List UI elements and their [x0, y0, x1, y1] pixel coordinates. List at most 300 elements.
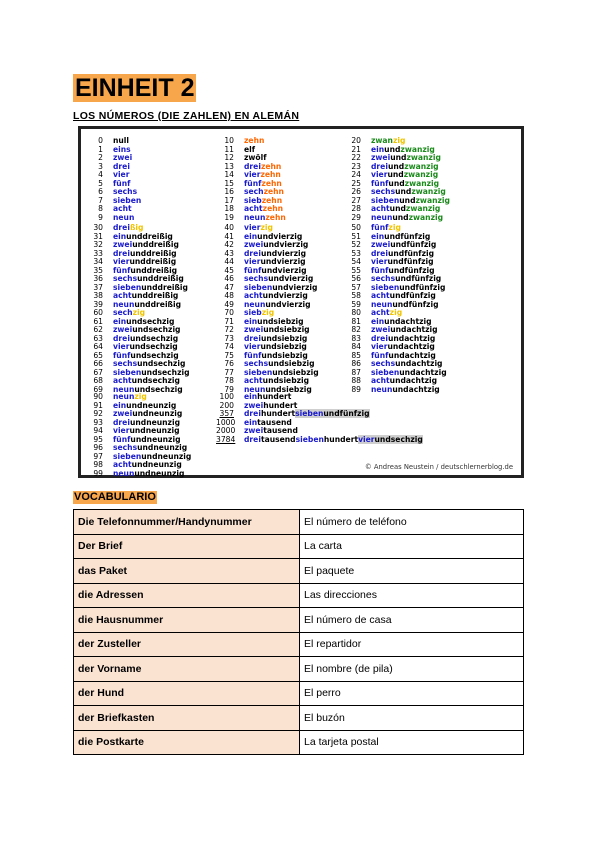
number-word-part: eins	[113, 144, 131, 154]
number-word-part: dreißig	[148, 240, 179, 249]
spanish-translation: El nombre (de pila)	[300, 657, 524, 682]
number-group	[216, 393, 423, 444]
number-word	[113, 213, 134, 222]
number-word-part: siebzig	[281, 384, 312, 394]
number-digits: 65	[93, 350, 103, 360]
number-digits: 56	[351, 274, 361, 283]
number-word-part: und	[260, 248, 278, 258]
number-word-part: sieben	[371, 282, 400, 292]
number-word-part: und	[141, 282, 158, 292]
number-word-part: und	[137, 274, 154, 283]
number-word-part: und	[399, 195, 416, 205]
number-digits: 77	[224, 367, 234, 377]
number-word-part: vier	[113, 257, 130, 266]
number-word-part: sechs	[244, 274, 269, 283]
number-word-part: und	[261, 265, 278, 275]
number-word-part: achtzig	[411, 359, 443, 368]
number-word-part: dreißig	[157, 282, 188, 292]
number-digits: 15	[224, 178, 234, 188]
number-word-part: zehn	[262, 204, 284, 213]
number-word-part: fünfzig	[404, 265, 435, 275]
number-word-part: und	[387, 170, 404, 179]
number-digits: 51	[351, 231, 361, 241]
number-digits: 67	[93, 367, 103, 377]
number-word-part: sieb	[244, 195, 262, 205]
number-digits: 61	[93, 316, 103, 326]
number-word-part: zwei	[113, 240, 133, 249]
number-word-part: vierzig	[276, 257, 306, 266]
number-word-part: zwanzig	[404, 161, 439, 171]
number-word-part: achtzig	[403, 342, 435, 351]
number-word-part: und	[129, 248, 147, 258]
number-digits: 98	[93, 460, 103, 469]
number-digits: 90	[93, 392, 103, 401]
number-word-part: dreißig	[153, 274, 184, 283]
number-word-part: und	[392, 384, 409, 394]
number-word-part: fünf	[371, 178, 389, 188]
number-word-part: hundert	[260, 409, 296, 418]
table-row	[74, 559, 524, 584]
number-word-part: neunzig	[145, 426, 180, 435]
number-digits: 1000	[216, 417, 236, 427]
number-word-part: und	[395, 274, 412, 283]
number-word-part: sechs	[113, 443, 138, 452]
number-word-part: zwei	[244, 400, 264, 410]
number-word-part: zehn	[244, 136, 265, 145]
number-word-part: und	[388, 350, 405, 360]
number-digits: 83	[351, 333, 361, 343]
number-word-part: drei	[244, 248, 261, 258]
number-word-part: achtzig	[404, 350, 436, 360]
number-word-part: fünf	[244, 265, 262, 275]
number-word-part: und	[126, 316, 143, 326]
number-group	[343, 137, 450, 222]
number-word-part: zwölf	[244, 153, 267, 162]
number-word-part: vierzig	[278, 291, 308, 300]
number-word-part: zehn	[260, 161, 282, 171]
number-row	[85, 214, 141, 223]
number-word-part: vier	[358, 434, 375, 444]
number-digits: 36	[93, 274, 103, 283]
number-word-part: und	[272, 367, 289, 377]
number-word-part: sieben	[371, 367, 400, 377]
table-row	[74, 632, 524, 657]
number-word-part: acht	[113, 291, 132, 300]
number-word-part: und	[131, 291, 148, 300]
number-word-part: vier	[113, 342, 130, 351]
number-row	[216, 436, 423, 445]
number-word-part: vierzig	[281, 299, 311, 309]
number-word-part: neunzig	[153, 443, 188, 452]
number-digits: 76	[224, 359, 234, 368]
number-word-part: dreißig	[150, 299, 182, 309]
spanish-translation: El número de teléfono	[300, 510, 524, 535]
number-digits: 33	[93, 248, 103, 258]
number-word-part: neunzig	[150, 468, 185, 478]
number-digits: 40	[224, 223, 234, 232]
number-word-part: ein	[371, 144, 385, 154]
number-word-part: sechs	[371, 359, 396, 368]
number-word-part: vier	[371, 257, 388, 266]
number-digits: 47	[224, 282, 234, 292]
number-digits: 5	[98, 178, 103, 188]
numbers-chart	[78, 126, 524, 478]
number-digits: 200	[219, 400, 234, 410]
number-digits: 32	[93, 240, 103, 249]
number-word	[244, 435, 423, 444]
number-digits: 19	[224, 212, 234, 222]
number-word-part: fünf	[244, 178, 262, 188]
number-digits: 88	[351, 376, 361, 385]
number-word-part: sechs	[113, 187, 138, 196]
number-word-part: und	[260, 257, 277, 266]
number-digits: 20	[351, 136, 361, 145]
number-word-part: und	[268, 359, 285, 368]
number-word-part: sieben	[113, 195, 142, 205]
number-word-part: und	[388, 265, 405, 275]
number-word-part: und	[137, 359, 154, 368]
number-word-part: fünfzig	[400, 231, 431, 241]
number-word-part: vier	[371, 342, 388, 351]
number-word-part: und	[272, 282, 289, 292]
number-word-part: neunzig	[148, 409, 183, 418]
number-word-part: neunzig	[157, 451, 192, 461]
number-word-part: und	[323, 409, 340, 418]
number-digits: 0	[98, 136, 103, 145]
number-word-part: vierzig	[277, 248, 307, 258]
number-word-part: null	[113, 136, 130, 145]
number-digits: 50	[351, 223, 361, 232]
number-word-part: und	[129, 426, 146, 435]
number-digits: 14	[224, 170, 234, 179]
number-word-part: neun	[371, 212, 393, 222]
number-word-part: drei	[371, 161, 388, 171]
number-word-part: fünf	[371, 223, 389, 232]
number-word-part: sechzig	[146, 333, 179, 343]
number-digits: 6	[98, 187, 103, 196]
number-word-part: ein	[371, 316, 385, 326]
german-term: die Adressen	[74, 583, 300, 608]
number-digits: 97	[93, 451, 103, 461]
number-word-part: sechs	[244, 359, 269, 368]
spanish-translation: El perro	[300, 681, 524, 706]
number-word-part: zwanzig	[405, 204, 441, 213]
number-word-part: vier	[113, 426, 130, 435]
number-word-part: ein	[113, 400, 127, 410]
number-word-part: vierzig	[273, 231, 303, 241]
number-word-part: sechs	[113, 274, 138, 283]
number-word-part: fünfzig	[415, 282, 446, 292]
number-word-part: fünf	[113, 178, 131, 188]
number-digits: 9	[98, 212, 103, 222]
number-word-part: achtzig	[408, 384, 440, 394]
number-group	[85, 224, 188, 309]
number-digits: 59	[351, 299, 361, 309]
number-word-part: und	[129, 333, 147, 343]
number-word-part: achtzig	[406, 325, 438, 334]
table-row	[74, 510, 524, 535]
number-word-part: zig	[392, 136, 406, 145]
number-word-part: sechzig	[145, 342, 178, 351]
number-word-part: sechs	[371, 187, 396, 196]
number-word	[244, 213, 286, 222]
number-word-part: sech	[244, 187, 264, 196]
number-word-part: und	[260, 342, 277, 351]
number-digits: 34	[93, 257, 103, 266]
number-digits: 78	[224, 376, 234, 385]
number-digits: 94	[93, 426, 103, 435]
table-row	[74, 534, 524, 559]
number-word-part: vier	[244, 342, 261, 351]
number-word-part: und	[263, 240, 280, 249]
number-digits: 71	[224, 316, 234, 326]
number-word-part: neun	[113, 392, 135, 401]
number-word-part: und	[388, 178, 405, 188]
number-digits: 63	[93, 333, 103, 343]
number-word-part: und	[389, 204, 406, 213]
number-word-part: neunzig	[142, 400, 177, 410]
spanish-translation: El buzón	[300, 706, 524, 731]
number-word-part: sechzig	[153, 359, 186, 368]
number-word-part: und	[387, 161, 405, 171]
number-digits: 86	[351, 359, 361, 368]
number-word-part: achtzig	[415, 367, 447, 377]
number-digits: 18	[224, 204, 234, 213]
number-word-part: zehn	[265, 212, 286, 222]
spanish-translation: Las direcciones	[300, 583, 524, 608]
number-word-part: zig	[261, 308, 275, 317]
number-word-part: und	[384, 144, 401, 154]
number-digits: 70	[224, 308, 234, 317]
number-digits: 3784	[216, 434, 236, 444]
number-word-part: und	[141, 451, 158, 461]
number-word-part: sechzig	[390, 434, 423, 444]
number-word-part: zwanzig	[400, 144, 435, 154]
number-row	[85, 470, 191, 479]
number-word-part: neun	[371, 299, 393, 309]
number-digits: 10	[224, 136, 234, 145]
number-digits: 68	[93, 376, 103, 385]
number-word-part: drei	[244, 434, 261, 444]
number-group	[216, 309, 319, 394]
number-digits: 87	[351, 367, 361, 377]
number-word-part: achtzig	[404, 333, 436, 343]
number-digits: 95	[93, 434, 103, 444]
number-word-part: tausend	[257, 417, 292, 427]
number-word-part: drei	[371, 333, 388, 343]
number-word-part: und	[131, 376, 148, 385]
number-word-part: neunzig	[146, 417, 181, 427]
number-word-part: und	[137, 443, 154, 452]
number-word-part: fünf	[113, 434, 131, 444]
number-word-part: und	[395, 187, 412, 196]
number-word-part: acht	[113, 376, 132, 385]
number-digits: 53	[351, 248, 361, 258]
number-word-part: acht	[371, 291, 390, 300]
number-digits: 16	[224, 187, 234, 196]
number-word-part: zig	[132, 308, 146, 317]
number-word-part: und	[126, 400, 143, 410]
number-word-part: sieben	[371, 195, 400, 205]
number-word-part: drei	[371, 248, 388, 258]
number-digits: 62	[93, 325, 103, 334]
number-word-part: fünfzig	[339, 409, 370, 418]
number-word-part: und	[384, 231, 401, 241]
number-digits: 37	[93, 282, 103, 292]
number-digits: 38	[93, 291, 103, 300]
number-word-part: sechzig	[146, 350, 179, 360]
number-word-part: ein	[244, 316, 258, 326]
number-word-part: dreißig	[142, 231, 173, 241]
number-digits: 80	[351, 308, 361, 317]
number-digits: 44	[224, 257, 234, 266]
number-word-part: zwei	[244, 240, 264, 249]
number-word-part: sechzig	[148, 325, 181, 334]
number-digits: 11	[224, 144, 234, 154]
number-word-part: und	[260, 333, 278, 343]
number-digits: 29	[351, 212, 361, 222]
number-word-part: siebzig	[284, 359, 315, 368]
number-word-part: vierzig	[284, 274, 314, 283]
number-word-part: fünf	[371, 350, 389, 360]
spanish-translation: El paquete	[300, 559, 524, 584]
number-word-part: und	[129, 417, 147, 427]
number-word-part: vier	[244, 257, 261, 266]
number-word-part: sieben	[295, 409, 324, 418]
german-term: Die Telefonnummer/Handynummer	[74, 510, 300, 535]
number-word-part: tausend	[260, 434, 296, 444]
number-digits: 3	[98, 161, 103, 171]
number-word-part: und	[268, 274, 285, 283]
number-word-part: achtzig	[405, 376, 438, 385]
number-digits: 357	[219, 409, 234, 418]
number-word-part: sieben	[244, 367, 273, 377]
number-word-part: neun	[113, 468, 135, 478]
number-word-part: und	[257, 231, 274, 241]
number-digits: 25	[351, 178, 361, 188]
number-digits: 41	[224, 231, 234, 241]
number-digits: 49	[224, 299, 234, 309]
number-word-part: und	[262, 291, 279, 300]
number-word-part: und	[132, 240, 149, 249]
copyright-credit: © Andreas Neustein / deutschlernerblog.de	[364, 463, 513, 471]
number-digits: 84	[351, 342, 361, 351]
number-word-part: tausend	[263, 426, 298, 435]
vocabulary-heading: VOCABULARIO	[74, 491, 156, 503]
number-word-part: sechs	[371, 274, 396, 283]
number-word-part: ßig	[129, 223, 144, 232]
number-group	[85, 309, 190, 394]
number-word-part: dreißig	[146, 248, 177, 258]
number-word-part: sechzig	[150, 384, 183, 394]
number-digits: 74	[224, 342, 234, 351]
number-group	[343, 224, 445, 309]
number-digits: 48	[224, 291, 234, 300]
number-word-part: achtzig	[400, 316, 432, 326]
number-word-part: zwanzig	[415, 195, 450, 205]
number-group	[85, 393, 191, 478]
number-digits: 55	[351, 265, 361, 275]
number-word	[371, 213, 443, 222]
number-word-part: und	[134, 468, 151, 478]
table-row	[74, 730, 524, 755]
number-word-part: und	[263, 325, 280, 334]
number-digits: 60	[93, 308, 103, 317]
number-word-part: neun	[113, 384, 135, 394]
number-word-part: vierzig	[288, 282, 318, 292]
number-word-part: sieb	[244, 308, 262, 317]
number-word-part: hundert	[263, 400, 298, 410]
number-digits: 23	[351, 161, 361, 171]
number-word-part: zehn	[263, 187, 284, 196]
number-word-part: zwanzig	[406, 153, 441, 162]
number-word-part: siebzig	[279, 325, 310, 334]
number-word-part: neun	[371, 384, 393, 394]
number-digits: 26	[351, 187, 361, 196]
number-word-part: neun	[113, 212, 135, 222]
number-word-part: und	[134, 299, 151, 309]
number-word-part: dreißig	[147, 291, 179, 300]
table-row	[74, 608, 524, 633]
number-word-part: zwei	[371, 325, 391, 334]
german-term: die Hausnummer	[74, 608, 300, 633]
number-word-part: und	[387, 333, 405, 343]
number-word-part: und	[374, 434, 391, 444]
number-word-part: zwanzig	[404, 178, 440, 188]
number-word-part: sech	[113, 308, 133, 317]
number-digits: 85	[351, 350, 361, 360]
number-digits: 46	[224, 274, 234, 283]
number-word-part: und	[390, 240, 407, 249]
table-row	[74, 657, 524, 682]
number-word-part: und	[130, 350, 147, 360]
number-word-part: und	[132, 409, 149, 418]
number-digits: 93	[93, 417, 103, 427]
number-word-part: fünfzig	[403, 257, 434, 266]
number-word-part: fünfzig	[411, 274, 442, 283]
page-title: EINHEIT 2	[75, 74, 195, 102]
number-digits: 52	[351, 240, 361, 249]
number-word-part: und	[129, 257, 146, 266]
number-word-part: und	[265, 299, 282, 309]
table-row	[74, 706, 524, 731]
number-word-part: elf	[244, 144, 256, 154]
number-word-part: und	[262, 376, 279, 385]
number-word-part: zehn	[261, 178, 282, 188]
number-digits: 13	[224, 161, 234, 171]
number-digits: 42	[224, 240, 234, 249]
number-word-part: neun	[244, 384, 266, 394]
number-word-part: fünf	[113, 265, 131, 275]
number-word-part: zwei	[113, 325, 133, 334]
number-word-part: drei	[113, 223, 130, 232]
number-group	[343, 309, 447, 394]
number-digits: 39	[93, 299, 103, 309]
number-digits: 64	[93, 342, 103, 351]
number-row	[216, 214, 286, 223]
number-digits: 31	[93, 231, 103, 241]
german-term: der Zusteller	[74, 632, 300, 657]
number-digits: 89	[351, 384, 361, 394]
number-word-part: acht	[371, 308, 390, 317]
number-word-part: ein	[113, 231, 127, 241]
number-word-part: drei	[113, 417, 130, 427]
number-word-part: und	[129, 342, 146, 351]
number-word-part: und	[257, 316, 274, 326]
number-word-part: und	[131, 460, 148, 469]
number-word-part: siebzig	[276, 342, 307, 351]
german-term: der Vorname	[74, 657, 300, 682]
